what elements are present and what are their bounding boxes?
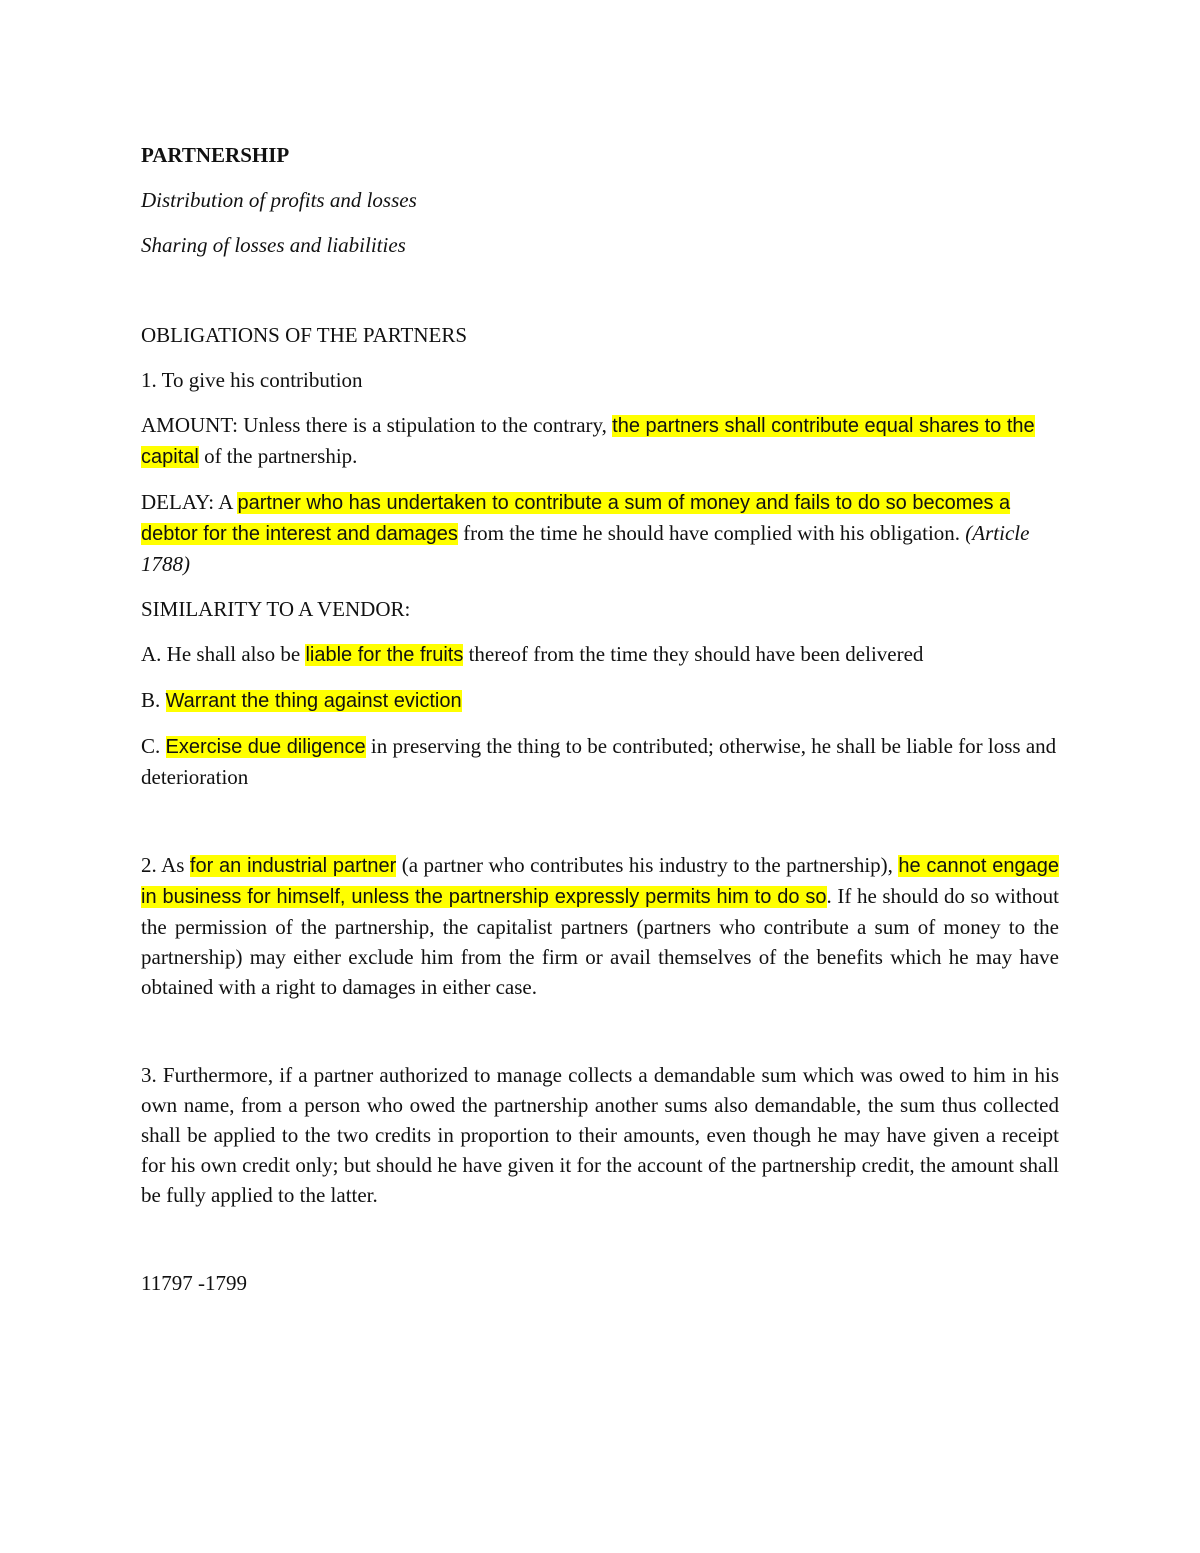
document-body: [141, 140, 1059, 1298]
item-2-text: 2. As: [141, 853, 190, 877]
item-a-text: A. He shall also be: [141, 642, 306, 666]
item-1-heading: 1. To give his contribution: [141, 368, 363, 392]
item-b-highlight: Warrant the thing against eviction: [165, 690, 462, 712]
item-2-paragraph: [141, 850, 1059, 1002]
item-2-highlight-2: he cannot engage in business for himself, unless the partnership expressly permits him to do so: [141, 855, 1060, 908]
item-c: [141, 731, 1059, 792]
item-b: [141, 685, 1059, 716]
item-c-text-end: in preserving the thing to be contributed; otherwise, he shall be liable for loss and deterioration: [141, 734, 1057, 789]
subtitle-losses-liabilities: Sharing of losses and liabilities: [141, 233, 406, 257]
item-c-highlight: Exercise due diligence: [165, 736, 366, 758]
delay-text: DELAY: A: [141, 490, 238, 514]
item-2-highlight-1: for an industrial partner: [189, 855, 397, 877]
item-a-text-end: thereof from the time they should have been delivered: [463, 642, 924, 666]
item-a-highlight: liable for the fruits: [305, 644, 464, 666]
delay-highlight: partner who has undertaken to contribute a sum of money and fails to do so becomes a debtor for the interest and damages: [141, 492, 1011, 545]
item-3-paragraph: 3. Furthermore, if a partner authorized to manage collects a demandable sum which was owed to him in his own name, from a person who owed the partnership another sums also demandable, the sum thus collected shall be applied to the two credits in proportion to their amounts, even though he may have given a receipt for his own credit only; but should he have given it for the account of the partnership credit, the amount shall be fully applied to the latter.: [141, 1063, 1059, 1207]
delay-paragraph: [141, 487, 1059, 579]
delay-text-end: from the time he should have complied with his obligation.: [457, 521, 966, 545]
item-a: [141, 639, 1059, 670]
amount-paragraph: [141, 410, 1059, 472]
item-b-text: B.: [141, 688, 166, 712]
article-citation: (Article 1788): [141, 521, 1030, 576]
item-2-text-end: . If he should do so without the permission of the partnership, the capitalist partners (partners who contribute a sum of money to the partnership) may either exclude him from the firm or avail themselves of the benefits which he may have obtained with a right to damages in either case.: [141, 884, 1059, 999]
item-2-text-mid: (a partner who contributes his industry to the partnership),: [396, 853, 899, 877]
amount-highlight: the partners shall contribute equal shares to the capital: [141, 415, 1035, 468]
subtitle-profits-losses: Distribution of profits and losses: [141, 188, 417, 212]
document-title: PARTNERSHIP: [141, 143, 290, 167]
article-range: 11797 -1799: [141, 1271, 247, 1295]
amount-text: AMOUNT: Unless there is a stipulation to the contrary,: [141, 413, 613, 437]
similarity-heading: SIMILARITY TO A VENDOR:: [141, 597, 411, 621]
amount-text-end: of the partnership.: [198, 444, 358, 468]
item-c-text: C.: [141, 734, 166, 758]
section-heading: OBLIGATIONS OF THE PARTNERS: [141, 323, 468, 347]
